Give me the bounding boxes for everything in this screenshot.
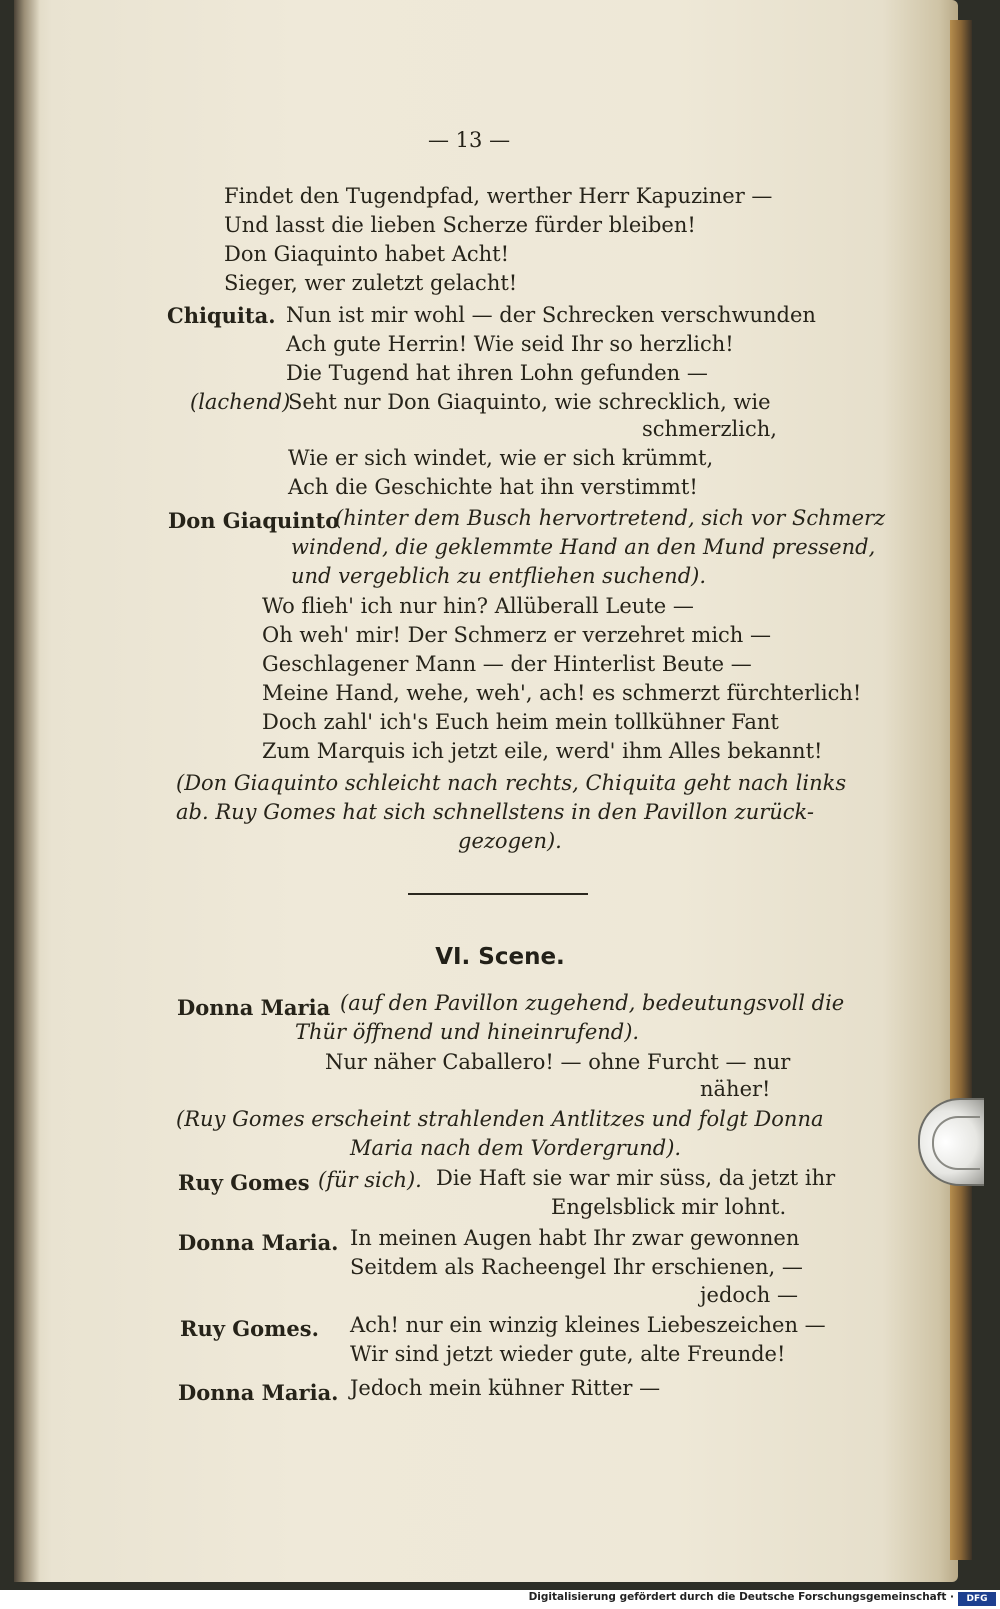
verse-continuation: näher! (700, 1077, 771, 1101)
speaker-ruy-gomes: Ruy Gomes. (180, 1316, 319, 1341)
verse-line: Und lasst die lieben Scherze fürder bleiben! (224, 213, 696, 237)
verse-line: Wie er sich windet, wie er sich krümmt, (288, 446, 714, 470)
stage-direction: (lachend) (190, 390, 291, 414)
stage-direction: ab. Ruy Gomes hat sich schnellstens in den Pavillon zurück- (176, 800, 814, 824)
verse-line: Die Haft sie war mir süss, da jetzt ihr (436, 1166, 836, 1190)
verse-line: Sieger, wer zuletzt gelacht! (224, 271, 518, 295)
funding-notice: Digitalisierung gefördert durch die Deutsche Forschungsgemeinschaft · (528, 1591, 954, 1603)
stage-direction: (auf den Pavillon zugehend, bedeutungsvoll die (340, 991, 845, 1015)
verse-line: Seht nur Don Giaquinto, wie schrecklich, wie (288, 390, 771, 414)
verse-continuation: schmerzlich, (642, 417, 777, 441)
verse-line: Ach! nur ein winzig kleines Liebeszeichen — (350, 1313, 826, 1337)
speaker-chiquita: Chiquita. (167, 303, 276, 328)
verse-line: Ach gute Herrin! Wie seid Ihr so herzlich! (286, 332, 734, 356)
stage-direction: Maria nach dem Vordergrund). (350, 1136, 682, 1160)
verse-line: Meine Hand, wehe, weh', ach! es schmerzt fürchterlich! (262, 681, 862, 705)
stage-direction: (hinter dem Busch hervortretend, sich vor Schmerz (335, 506, 886, 530)
stage-direction: (Ruy Gomes erscheint strahlenden Antlitzes und folgt Donna (176, 1107, 824, 1131)
speaker-donna-maria: Donna Maria (177, 995, 331, 1020)
verse-line: Zum Marquis ich jetzt eile, werd' ihm Alles bekannt! (262, 739, 823, 763)
stage-direction: und vergeblich zu entfliehen suchend). (291, 564, 707, 588)
verse-line: Nur näher Caballero! — ohne Furcht — nur (325, 1050, 791, 1074)
verse-continuation: jedoch — (700, 1283, 798, 1307)
dfg-logo-icon: DFG (958, 1592, 996, 1606)
verse-line: Doch zahl' ich's Euch heim mein tollkühner Fant (262, 710, 779, 734)
verse-line: In meinen Augen habt Ihr zwar gewonnen (350, 1226, 800, 1250)
stage-direction: (Don Giaquinto schleicht nach rechts, Chiquita geht nach links (176, 771, 847, 795)
verse-line: Wo flieh' ich nur hin? Allüberall Leute — (262, 594, 694, 618)
verse-line: Die Tugend hat ihren Lohn gefunden — (286, 361, 708, 385)
verse-line: Nun ist mir wohl — der Schrecken verschwunden (286, 303, 816, 327)
stage-direction: windend, die geklemmte Hand an den Mund pressend, (291, 535, 876, 559)
stage-direction: gezogen). (458, 829, 562, 853)
speaker-donna-maria: Donna Maria. (178, 1230, 339, 1255)
page-number: — 13 — (428, 128, 511, 152)
stage-direction: (für sich). (318, 1168, 422, 1192)
verse-line: Oh weh' mir! Der Schmerz er verzehret mich — (262, 623, 772, 647)
scene-heading: VI. Scene. (435, 944, 565, 970)
verse-line: Jedoch mein kühner Ritter — (350, 1376, 661, 1400)
verse-line: Wir sind jetzt wieder gute, alte Freunde! (350, 1342, 786, 1366)
digitization-footer (0, 1590, 1000, 1609)
section-divider (408, 893, 588, 895)
verse-line: Geschlagener Mann — der Hinterlist Beute — (262, 652, 752, 676)
verse-line: Seitdem als Racheengel Ihr erschienen, — (350, 1255, 803, 1279)
speaker-ruy-gomes: Ruy Gomes (178, 1170, 310, 1195)
speaker-don-giaquinto: Don Giaquinto (168, 508, 340, 533)
speaker-donna-maria: Donna Maria. (178, 1380, 339, 1405)
verse-continuation: Engelsblick mir lohnt. (551, 1195, 787, 1219)
stage-direction: Thür öffnend und hineinrufend). (295, 1020, 640, 1044)
verse-line: Findet den Tugendpfad, werther Herr Kapuziner — (224, 184, 773, 208)
verse-line: Ach die Geschichte hat ihn verstimmt! (288, 475, 698, 499)
verse-line: Don Giaquinto habet Acht! (224, 242, 510, 266)
